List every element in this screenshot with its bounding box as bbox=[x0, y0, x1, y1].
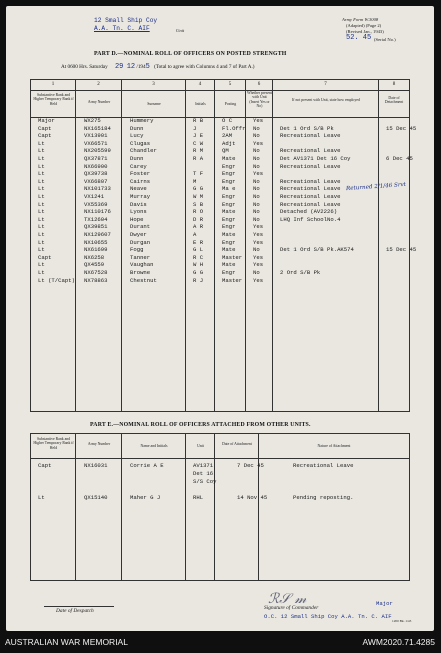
rank-cell: Lt bbox=[38, 162, 45, 170]
posting-cell: Mate bbox=[222, 208, 236, 216]
surname-cell: Cairns bbox=[130, 177, 151, 185]
serial-label: (Serial No.) bbox=[374, 37, 396, 42]
unit-cell: AV1371 bbox=[193, 462, 214, 469]
present-cell: No bbox=[253, 185, 260, 193]
present-cell: No bbox=[253, 193, 260, 200]
initials-cell: R O bbox=[193, 208, 204, 216]
part-d-row bbox=[36, 246, 430, 254]
employment-cell: Det 1 Ord S/B Pk bbox=[280, 124, 334, 132]
part-d-row bbox=[36, 223, 430, 231]
posting-cell: Engr bbox=[222, 215, 236, 223]
present-cell: No bbox=[253, 269, 260, 276]
initials-cell: G L bbox=[193, 246, 204, 254]
army-number-cell: TX12604 bbox=[84, 215, 108, 223]
despatch-line bbox=[44, 606, 114, 607]
posting-cell: Adjt bbox=[222, 139, 236, 147]
surname-cell: Durant bbox=[130, 223, 151, 231]
surname-cell: Chandler bbox=[130, 147, 157, 155]
rank-cell: Lt bbox=[38, 139, 45, 147]
present-cell: Yes bbox=[253, 276, 264, 284]
posting-cell: Engr bbox=[222, 200, 236, 208]
employment-cell: LHQ Inf SchoolNo.4 bbox=[280, 215, 341, 223]
rank-cell: Lt bbox=[38, 269, 45, 276]
posting-cell: QM bbox=[222, 147, 229, 155]
date-cell: 7 Dec 45 bbox=[237, 462, 264, 469]
surname-cell: Clugas bbox=[130, 139, 151, 147]
col-number: 6 bbox=[257, 82, 261, 87]
posting-cell: Fl.Offr bbox=[222, 124, 246, 132]
rank-cell: Lt bbox=[38, 200, 45, 208]
initials-cell: C W bbox=[193, 139, 204, 147]
part-e-row-continuation bbox=[36, 478, 430, 486]
rank-cell: Lt bbox=[38, 494, 45, 501]
part-d-row bbox=[36, 216, 430, 224]
army-number-cell: NX66900 bbox=[84, 162, 108, 170]
posting-cell: Engr bbox=[222, 269, 236, 276]
present-cell: Yes bbox=[253, 223, 264, 231]
nature-cell: Recreational Leave bbox=[293, 462, 354, 469]
at-hours-line bbox=[61, 63, 254, 71]
handwritten-annotation: Returned 2/1/46 Srvt bbox=[345, 181, 407, 193]
date-cell: 14 Nov 45 bbox=[237, 494, 268, 501]
part-d-row bbox=[36, 193, 430, 201]
posting-cell: Engr bbox=[222, 170, 236, 178]
form-revised: (Revised Jan., 1943) bbox=[346, 29, 384, 34]
part-d-row bbox=[36, 155, 430, 163]
commander-unit-stamp: O.C. 12 Small Ship Coy A.A. Tn. C. AIF bbox=[264, 613, 392, 620]
army-number-cell: NX78863 bbox=[84, 276, 108, 284]
present-cell: No bbox=[253, 177, 260, 185]
part-d-row bbox=[36, 117, 430, 125]
part-d-row bbox=[36, 147, 430, 155]
col-header-initials: Initials bbox=[195, 102, 206, 106]
part-d-row bbox=[36, 277, 430, 285]
part-d-row bbox=[36, 140, 430, 148]
present-cell: No bbox=[253, 200, 260, 208]
col-header-employed: If not present with Unit, state how employed bbox=[292, 98, 360, 102]
army-number-cell: VX66807 bbox=[84, 177, 108, 185]
initials-cell: A bbox=[193, 231, 197, 238]
col-number: 7 bbox=[324, 82, 327, 87]
part-d-row bbox=[36, 231, 430, 239]
rank-cell: Lt bbox=[38, 193, 45, 200]
unit-cell: Det 16 bbox=[193, 470, 214, 477]
initials-cell: R C bbox=[193, 253, 204, 261]
surname-cell: Neave bbox=[130, 185, 147, 193]
part-e-title: PART E.—NOMINAL ROLL OF OFFICERS ATTACHED FROM OTHER UNITS. bbox=[90, 422, 311, 428]
col-number: 1 bbox=[51, 82, 55, 87]
part-d-row bbox=[36, 239, 430, 247]
surname-cell: Lyons bbox=[130, 208, 147, 216]
posting-cell: Engr bbox=[222, 177, 236, 185]
initials-cell: S B bbox=[193, 200, 204, 208]
rank-cell: Lt bbox=[38, 170, 45, 178]
unit-cell: RHL bbox=[193, 494, 204, 501]
army-number-cell: QX15140 bbox=[84, 494, 108, 501]
unit-name-line1: 12 Small Ship Coy bbox=[94, 17, 158, 24]
col-header-rank: Substantive Rank and Higher Temporary Rank if Held bbox=[33, 93, 74, 106]
present-cell: No bbox=[253, 162, 260, 170]
archive-reference: AWM2020.71.4285 bbox=[362, 637, 435, 647]
posting-cell: Mate bbox=[222, 155, 236, 162]
posting-cell: 2AM bbox=[222, 132, 233, 140]
initials-cell: R B bbox=[193, 117, 204, 124]
date-month: 12 bbox=[126, 63, 136, 71]
e-col-header-nature: Nature of Attachment bbox=[317, 444, 351, 448]
part-d-row bbox=[36, 201, 430, 209]
army-number-cell: NX10655 bbox=[84, 238, 108, 246]
form-name: Army Form W.3008 bbox=[342, 17, 379, 22]
part-d-row bbox=[36, 254, 430, 262]
surname-cell: Dunn bbox=[130, 124, 144, 132]
army-number-cell: NX6258 bbox=[84, 253, 105, 261]
detachment-date-cell: 15 Dec 45 bbox=[386, 246, 417, 254]
posting-cell: Mate bbox=[222, 231, 236, 238]
posting-cell: Engr bbox=[222, 193, 236, 200]
surname-cell: Browne bbox=[130, 269, 151, 276]
initials-cell: G G bbox=[193, 185, 204, 193]
army-number-cell: NX110176 bbox=[84, 208, 111, 216]
surname-cell: Chestnut bbox=[130, 276, 157, 284]
rank-cell: Lt bbox=[38, 261, 45, 269]
posting-cell: Ma e bbox=[222, 185, 236, 193]
surname-cell: Murray bbox=[130, 193, 151, 200]
col-number: 8 bbox=[392, 82, 396, 87]
army-number-cell: NX205599 bbox=[84, 147, 111, 155]
col-header-posting: Posting bbox=[224, 102, 237, 106]
present-cell: No bbox=[253, 132, 260, 140]
initials-cell: W H bbox=[193, 261, 204, 269]
part-d-row bbox=[36, 163, 430, 171]
part-d-row bbox=[36, 208, 430, 216]
rank-cell: Lt bbox=[38, 238, 45, 246]
detachment-date-cell: 15 Dec 45 bbox=[386, 124, 417, 132]
surname-cell: Hummery bbox=[130, 117, 154, 124]
army-number-cell: WX275 bbox=[84, 117, 101, 124]
army-number-cell: NX61699 bbox=[84, 246, 108, 254]
present-cell: Yes bbox=[253, 253, 264, 261]
present-cell: Yes bbox=[253, 261, 264, 269]
surname-cell: Lucy bbox=[130, 132, 144, 140]
col-number: 5 bbox=[228, 82, 232, 87]
surname-cell: Fogg bbox=[130, 246, 144, 254]
employment-cell: Det 1 Ord S/B Pk.AK574 bbox=[280, 246, 354, 254]
surname-cell: Tanner bbox=[130, 253, 151, 261]
present-cell: Yes bbox=[253, 170, 264, 178]
rank-cell: Capt bbox=[38, 253, 52, 261]
surname-cell: Dunn bbox=[130, 155, 144, 162]
present-cell: No bbox=[253, 155, 260, 162]
posting-cell: Master bbox=[222, 253, 243, 261]
rank-stamp: Major bbox=[376, 600, 393, 607]
col-header-date: Date of Detachment bbox=[384, 96, 404, 105]
part-d-row bbox=[36, 125, 430, 133]
part-e-row-continuation bbox=[36, 470, 430, 478]
part-d-row bbox=[36, 132, 430, 140]
initials-cell: W M bbox=[193, 193, 204, 200]
serial-number: 52. 45 bbox=[346, 34, 372, 42]
initials-cell: R M bbox=[193, 147, 204, 155]
part-d-rows bbox=[6, 117, 434, 287]
at-line-suffix: (Total to agree with Columns 4 and 7 of Part A.) bbox=[154, 64, 255, 70]
employment-cell: Recreational Leave bbox=[280, 200, 341, 208]
commander-signature: ℛ𝒮 𝓂 bbox=[268, 591, 307, 607]
present-cell: No bbox=[253, 124, 260, 132]
part-d-row bbox=[36, 170, 430, 178]
initials-cell: G G bbox=[193, 269, 204, 276]
army-number-cell: NX165184 bbox=[84, 124, 111, 132]
rank-cell: Capt bbox=[38, 462, 52, 469]
form-adapted: (Adapted) (Page 2) bbox=[346, 23, 382, 28]
initials-cell: R A bbox=[193, 155, 204, 162]
part-d-row bbox=[36, 269, 430, 277]
col-number: 4 bbox=[198, 82, 202, 87]
surname-cell: Carey bbox=[130, 162, 147, 170]
unit-label: Unit bbox=[176, 28, 185, 33]
detachment-date-cell: 6 Dec 45 bbox=[386, 155, 413, 162]
rank-cell: Lt bbox=[38, 185, 45, 193]
surname-cell: Hope bbox=[130, 215, 144, 223]
posting-cell: Mate bbox=[222, 246, 236, 254]
army-number-cell: VX66571 bbox=[84, 139, 108, 147]
document-page bbox=[6, 6, 434, 631]
col-number: 3 bbox=[152, 82, 155, 87]
rank-cell: Capt bbox=[38, 132, 52, 140]
army-number-cell: QX4559 bbox=[84, 261, 105, 269]
part-e-row bbox=[36, 462, 430, 470]
part-d-title: PART D.—NOMINAL ROLL OF OFFICERS ON POSTED STRENGTH bbox=[94, 51, 287, 57]
archive-name: AUSTRALIAN WAR MEMORIAL bbox=[5, 637, 128, 647]
part-d-row bbox=[36, 261, 430, 269]
employment-cell: Recreational Leave bbox=[280, 132, 341, 140]
army-number-cell: NX101733 bbox=[84, 185, 111, 193]
rank-cell: Lt bbox=[38, 177, 45, 185]
name-cell: Corrie A E bbox=[130, 462, 164, 469]
initials-cell: E R bbox=[193, 238, 204, 246]
employment-cell: Recreational Leave bbox=[280, 185, 341, 193]
army-number-cell: NX16031 bbox=[84, 462, 108, 469]
present-cell: Yes bbox=[253, 238, 264, 246]
posting-cell: O C bbox=[222, 117, 233, 124]
initials-cell: J bbox=[193, 124, 197, 132]
posting-cell: Engr bbox=[222, 223, 236, 231]
army-number-cell: QX39851 bbox=[84, 223, 108, 231]
col-header-army-number: Army Number bbox=[87, 100, 111, 104]
initials-cell: M bbox=[193, 177, 197, 185]
signature-label: Signature of Commander bbox=[264, 605, 319, 611]
present-cell: Yes bbox=[253, 117, 264, 124]
posting-cell: Engr bbox=[222, 162, 236, 170]
date-year: 5 bbox=[145, 63, 150, 71]
despatch-label: Date of Despatch bbox=[56, 608, 94, 614]
at-line-prefix: At 0600 Hrs. Saturday bbox=[61, 64, 108, 70]
surname-cell: Davis bbox=[130, 200, 147, 208]
rank-cell: Lt bbox=[38, 208, 45, 216]
initials-cell: T F bbox=[193, 170, 204, 178]
employment-cell: Recreational Leave bbox=[280, 147, 341, 155]
army-number-cell: VX1241 bbox=[84, 193, 105, 200]
present-cell: No bbox=[253, 215, 260, 223]
army-number-cell: QX39738 bbox=[84, 170, 108, 178]
col-number: 2 bbox=[97, 82, 100, 87]
posting-cell: Master bbox=[222, 276, 243, 284]
e-col-header-name: Name and Initials bbox=[140, 444, 168, 448]
part-e-row bbox=[36, 494, 430, 502]
employment-cell: 2 Ord S/B Pk bbox=[280, 269, 321, 276]
posting-cell: Mate bbox=[222, 261, 236, 269]
initials-cell: J E bbox=[193, 132, 204, 140]
date-year-prefix: /194 bbox=[136, 64, 146, 70]
army-number-cell: VX13901 bbox=[84, 132, 108, 140]
unit-name-line2: A.A. Tn. C. AIF bbox=[94, 25, 150, 32]
employment-cell: Recreational Leave bbox=[280, 177, 341, 185]
col-header-surname: Surname bbox=[147, 102, 161, 106]
present-cell: No bbox=[253, 147, 260, 155]
army-number-cell: NX129607 bbox=[84, 231, 111, 238]
rank-cell: Lt (T/Capt) bbox=[38, 276, 75, 284]
present-cell: Yes bbox=[253, 231, 264, 238]
posting-cell: Engr bbox=[222, 238, 236, 246]
rank-cell: Lt bbox=[38, 215, 45, 223]
surname-cell: Vaughan bbox=[130, 261, 154, 269]
present-cell: No bbox=[253, 208, 260, 216]
printer-note: 1200 Bk. 1/43 bbox=[392, 619, 412, 623]
present-cell: No bbox=[253, 246, 260, 254]
rank-cell: Lt bbox=[38, 223, 45, 231]
army-number-cell: QX37871 bbox=[84, 155, 108, 162]
surname-cell: Durgan bbox=[130, 238, 151, 246]
rank-cell: Lt bbox=[38, 231, 45, 238]
employment-cell: Det AV1371 Det 16 Coy bbox=[280, 155, 351, 162]
surname-cell: Foster bbox=[130, 170, 151, 178]
date-day: 29 bbox=[114, 63, 124, 71]
e-col-header-army-number: Army Number bbox=[87, 442, 111, 446]
part-e-rows bbox=[6, 462, 434, 562]
name-cell: Maher G J bbox=[130, 494, 161, 501]
employment-cell: Recreational Leave bbox=[280, 162, 341, 170]
rank-cell: Capt bbox=[38, 124, 52, 132]
nature-cell: Pending reposting. bbox=[293, 494, 354, 501]
rank-cell: Lt bbox=[38, 147, 45, 155]
unit-cell: S/S Coy bbox=[193, 478, 217, 485]
rank-cell: Major bbox=[38, 117, 55, 124]
e-col-header-rank: Substantive Rank and Higher Temporary Rank if Held bbox=[33, 437, 74, 450]
army-number-cell: VX55369 bbox=[84, 200, 108, 208]
employment-cell: Detached (AV2226) bbox=[280, 208, 338, 216]
rank-cell: Lt bbox=[38, 155, 45, 162]
archive-caption-bar bbox=[0, 631, 441, 653]
rank-cell: Lt bbox=[38, 246, 45, 254]
surname-cell: Dwyer bbox=[130, 231, 147, 238]
initials-cell: A R bbox=[193, 223, 204, 231]
e-col-header-date: Date of Attachment bbox=[222, 442, 252, 446]
col-header-present: Whether present with Unit (Insert Yes or No) bbox=[247, 91, 272, 108]
initials-cell: D R bbox=[193, 215, 204, 223]
present-cell: Yes bbox=[253, 139, 264, 147]
army-number-cell: NX67528 bbox=[84, 269, 108, 276]
employment-cell: Recreational Leave bbox=[280, 193, 341, 200]
initials-cell: R J bbox=[193, 276, 204, 284]
e-col-header-unit: Unit bbox=[197, 444, 204, 448]
